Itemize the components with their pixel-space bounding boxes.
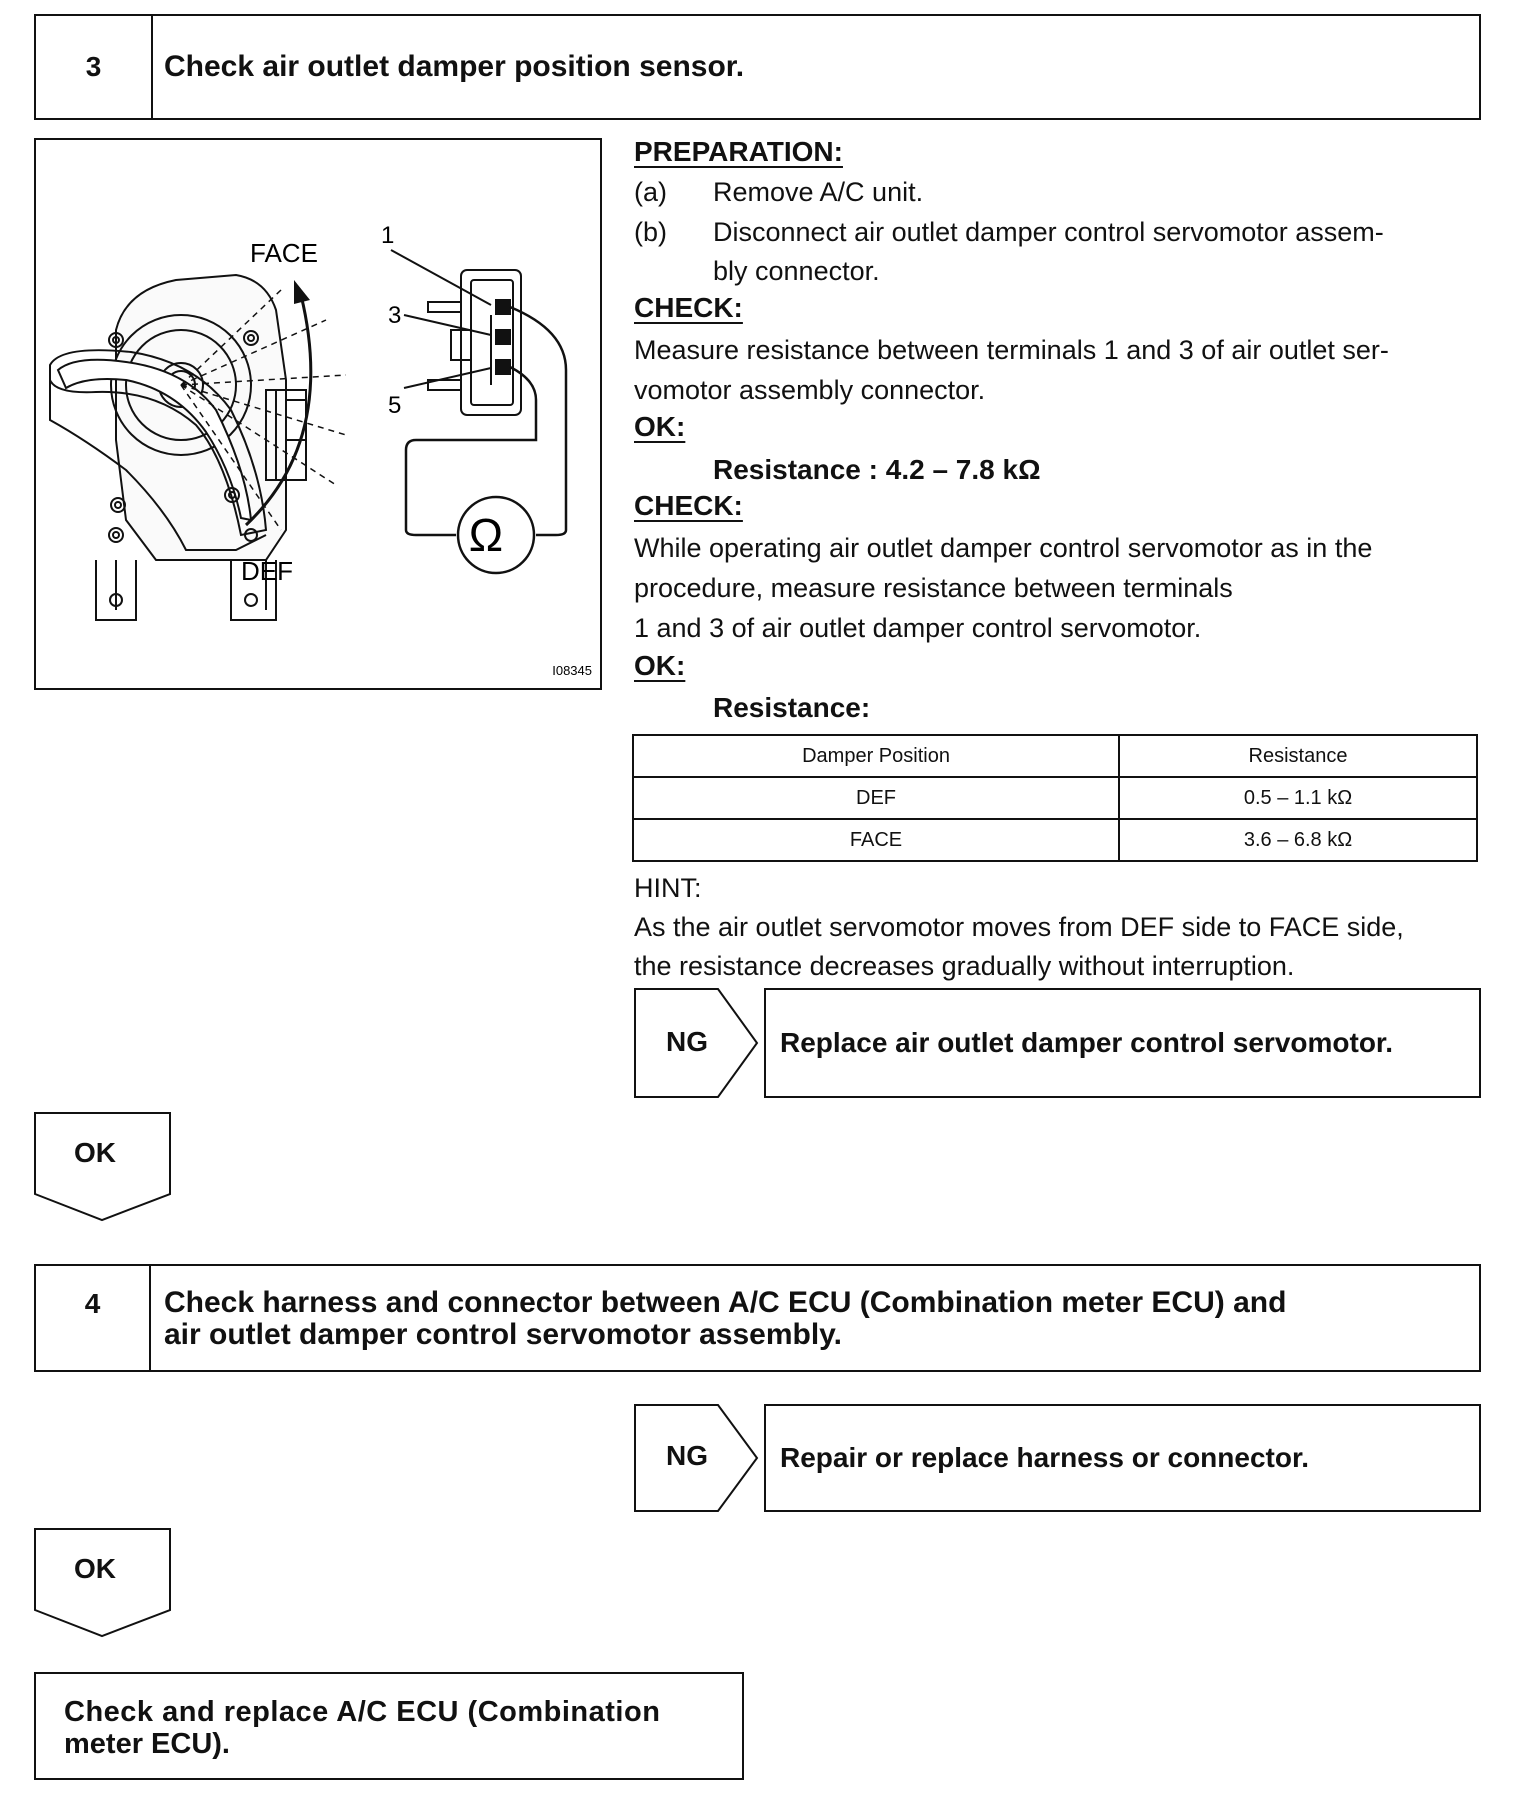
ng-tag-1	[634, 988, 760, 1098]
def-label: DEF	[241, 556, 293, 586]
hint-heading: HINT:	[634, 873, 702, 903]
step-4-number: 4	[36, 1266, 151, 1370]
step-3-title: Check air outlet damper position sensor.	[164, 50, 745, 84]
prep-item-a-text: Remove A/C unit.	[713, 177, 924, 207]
prep-item-b-marker: (b)	[634, 217, 667, 247]
step-4-title-line-2: air outlet damper control servomotor assembly.	[164, 1318, 842, 1351]
ok-arrow-2	[34, 1528, 172, 1638]
ohmmeter-symbol: Ω	[468, 509, 504, 561]
prep-item-b-text-2: bly connector.	[713, 256, 880, 286]
terminal-5-label: 5	[388, 392, 402, 419]
check-heading-2: CHECK:	[634, 490, 743, 521]
check-heading-1: CHECK:	[634, 292, 743, 323]
final-action-line-1: Check and replace A/C ECU (Combination	[64, 1696, 661, 1728]
ng-tag-2-label: NG	[666, 1440, 708, 1471]
ok-arrow-1-label: OK	[74, 1137, 116, 1168]
prep-item-a-marker: (a)	[634, 177, 667, 207]
preparation-heading: PREPARATION:	[634, 136, 843, 167]
damper-sensor-figure	[34, 138, 602, 690]
table-row	[633, 819, 1477, 861]
step-4-title-line-1: Check harness and connector between A/C ECU (Combination meter ECU) and	[164, 1286, 1287, 1319]
ng-tag-1-label: NG	[666, 1026, 708, 1057]
table-header-position: Damper Position	[633, 735, 1119, 777]
ok-2-label: Resistance:	[713, 692, 871, 723]
hint-line-2: the resistance decreases gradually without interruption.	[634, 951, 1295, 981]
ok-arrow-1	[34, 1112, 172, 1222]
ng-tag-2	[634, 1404, 760, 1512]
ok-1-resistance: Resistance : 4.2 – 7.8 kΩ	[713, 454, 1041, 485]
table-cell-position: DEF	[633, 777, 1119, 819]
prep-item-b-text-1: Disconnect air outlet damper control servomotor assem-	[713, 217, 1384, 247]
step-3-number: 3	[36, 16, 153, 118]
step-4-header	[34, 1264, 1481, 1372]
terminal-1-label: 1	[381, 222, 395, 249]
servomotor-diagram	[36, 140, 600, 688]
resistance-table	[632, 734, 1478, 862]
table-header-resistance: Resistance	[1119, 735, 1477, 777]
table-cell-position: FACE	[633, 819, 1119, 861]
ok-arrow-2-label: OK	[74, 1553, 116, 1584]
ok-heading-2: OK:	[634, 650, 686, 681]
final-action-line-2: meter ECU).	[64, 1728, 230, 1760]
ng-action-1: Replace air outlet damper control servomotor.	[764, 988, 1481, 1098]
table-header-row	[633, 735, 1477, 777]
figure-id: I08345	[552, 663, 592, 678]
face-label: FACE	[250, 238, 318, 268]
table-cell-resistance: 0.5 – 1.1 kΩ	[1119, 777, 1477, 819]
check-2-line-2: procedure, measure resistance between terminals	[634, 573, 1233, 603]
ok-heading-1: OK:	[634, 411, 686, 442]
check-1-line-1: Measure resistance between terminals 1 and 3 of air outlet ser-	[634, 335, 1389, 365]
hint-line-1: As the air outlet servomotor moves from DEF side to FACE side,	[634, 912, 1404, 942]
check-1-line-2: vomotor assembly connector.	[634, 375, 986, 405]
table-row	[633, 777, 1477, 819]
check-2-line-1: While operating air outlet damper control servomotor as in the	[634, 533, 1373, 563]
ng-action-2: Repair or replace harness or connector.	[764, 1404, 1481, 1512]
final-action-box	[34, 1672, 744, 1780]
check-2-line-3: 1 and 3 of air outlet damper control servomotor.	[634, 613, 1202, 643]
step-3-header	[34, 14, 1481, 120]
terminal-3-label: 3	[388, 302, 402, 329]
table-cell-resistance: 3.6 – 6.8 kΩ	[1119, 819, 1477, 861]
